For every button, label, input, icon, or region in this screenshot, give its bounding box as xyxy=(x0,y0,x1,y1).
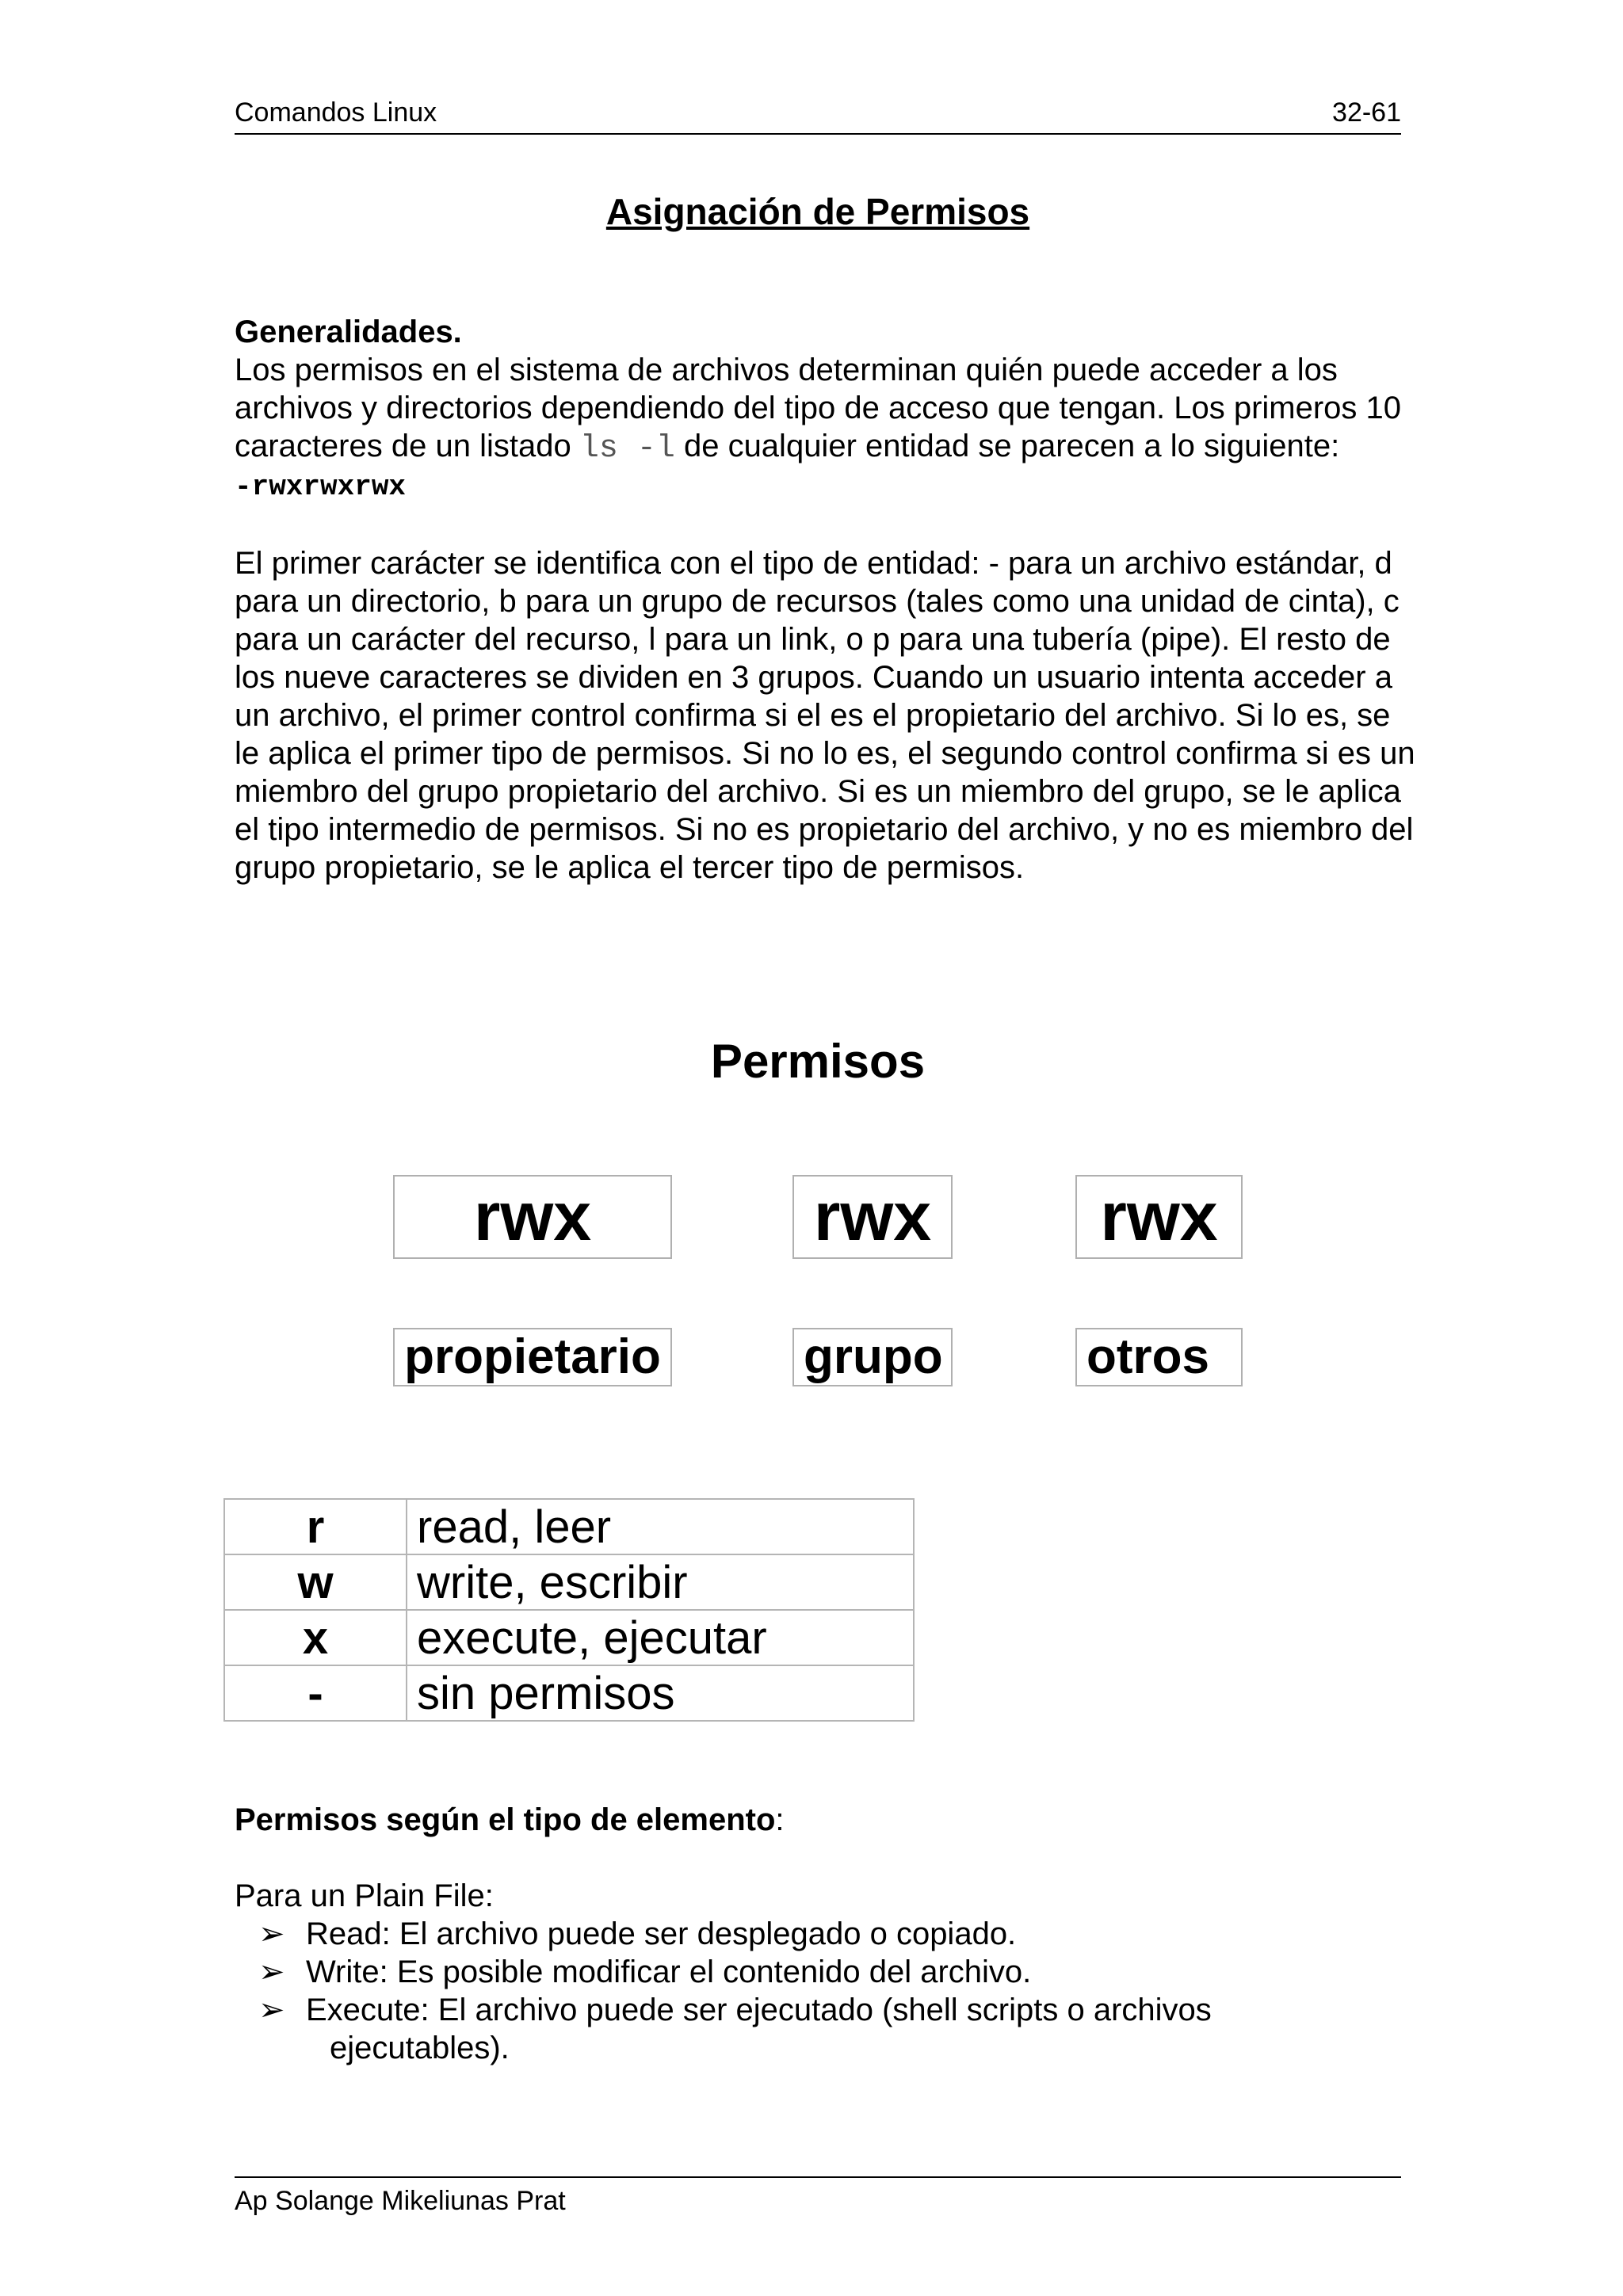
plain-file-list xyxy=(235,1915,1415,2067)
intro-paragraph xyxy=(235,351,1415,468)
list-item-text: Write: Es posible modificar el contenido del archivo. xyxy=(306,1955,1032,1989)
legend-value: read, leer xyxy=(407,1499,914,1554)
intro-text-before: Los permisos en el sistema de archivos determinan quién puede acceder a los archivos y directorios dependiendo del tipo de acceso que tengan. Los primeros 10 caracteres de un listado xyxy=(235,353,1402,463)
legend-value: sin permisos xyxy=(407,1665,914,1721)
permissions-by-type-section xyxy=(235,1801,1415,2067)
rwx-box-owner: rwx xyxy=(393,1175,672,1259)
legend-value: write, escribir xyxy=(407,1554,914,1610)
general-heading: Generalidades. xyxy=(235,315,462,349)
legend-key: w xyxy=(224,1554,407,1610)
legend-key: - xyxy=(224,1665,407,1721)
label-group: grupo xyxy=(792,1328,953,1386)
entity-type-paragraph: El primer carácter se identifica con el tipo de entidad: - para un archivo estándar, d para un directorio, b para un grupo de recursos (tales como una unidad de cinta), c para un carácter del recurso, l para un link, o p para una tubería (pipe). El resto de los nueve caracteres se dividen en 3 grupos. Cuando un usuario intenta acceder a un archivo, el primer control confirma si el es el propietario del archivo. Si lo es, se le aplica el primer tipo de permisos. Si no lo es, el segundo control confirma si es un miembro del grupo propietario del archivo. Si es un miembro del grupo, se le aplica el tipo intermedio de permisos. Si no es propietario del archivo, y no es miembro del grupo propietario, se le aplica el tercer tipo de permisos. xyxy=(235,546,1415,885)
table-row xyxy=(224,1499,914,1554)
list-item xyxy=(235,1953,1415,1991)
list-item xyxy=(235,1991,1415,2067)
arrow-bullet-icon: ➢ xyxy=(258,1917,285,1951)
rwx-box-group: rwx xyxy=(792,1175,953,1259)
legend-key: r xyxy=(224,1499,407,1554)
by-type-heading-line xyxy=(235,1801,1415,1839)
permission-legend-table xyxy=(223,1498,915,1722)
label-others: otros xyxy=(1075,1328,1243,1386)
command-ls-l: ls -l xyxy=(579,431,675,467)
page-header xyxy=(235,93,1401,135)
list-item-text: Read: El archivo puede ser desplegado o copiado. xyxy=(306,1917,1017,1951)
diagram-title: Permisos xyxy=(710,1035,926,1088)
page-number: 32-61 xyxy=(1332,97,1401,128)
rwx-box-others: rwx xyxy=(1075,1175,1243,1259)
plain-file-label: Para un Plain File: xyxy=(235,1878,494,1913)
heading-colon: : xyxy=(775,1802,785,1837)
permission-example: -rwxrwxrwx xyxy=(235,471,407,503)
legend-key: x xyxy=(224,1610,407,1665)
page-footer: Ap Solange Mikeliunas Prat xyxy=(235,2176,1401,2217)
by-type-heading: Permisos según el tipo de elemento xyxy=(235,1802,776,1837)
header-title: Comandos Linux xyxy=(235,97,437,128)
table-row xyxy=(224,1554,914,1610)
label-owner: propietario xyxy=(393,1328,672,1386)
list-item-text: Execute: El archivo puede ser ejecutado (shell scripts o archivos xyxy=(306,1993,1212,2027)
intro-text-after: de cualquier entidad se parecen a lo siguiente: xyxy=(674,429,1340,463)
section-title: Asignación de Permisos xyxy=(605,191,1030,232)
list-item-continuation: ejecutables). xyxy=(330,2031,510,2065)
general-section xyxy=(235,313,1415,887)
table-row xyxy=(224,1665,914,1721)
list-item xyxy=(235,1915,1415,1953)
table-row xyxy=(224,1610,914,1665)
arrow-bullet-icon: ➢ xyxy=(258,1993,285,2027)
arrow-bullet-icon: ➢ xyxy=(258,1955,285,1989)
legend-value: execute, ejecutar xyxy=(407,1610,914,1665)
